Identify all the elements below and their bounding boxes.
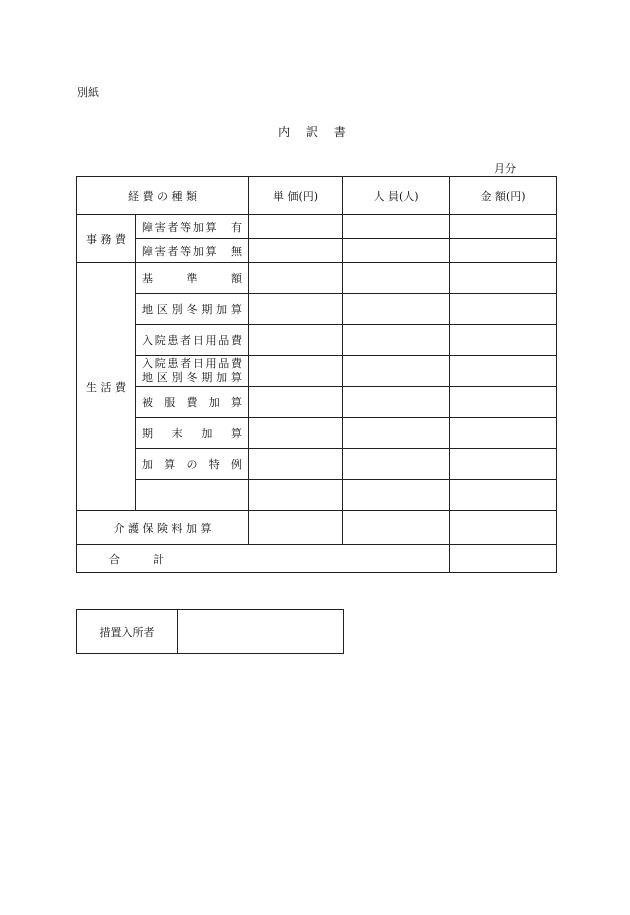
cell-unit-price[interactable] (249, 325, 343, 356)
cell-amount[interactable] (450, 418, 557, 449)
placement-value-cell[interactable] (178, 610, 344, 654)
cell-amount[interactable] (450, 215, 557, 239)
cell-persons[interactable] (343, 325, 450, 356)
document-title: 内 訳 書 (278, 125, 352, 139)
cell-amount[interactable] (450, 387, 557, 418)
placement-label: 措置入所者 (77, 610, 178, 654)
row-label: 期末加算 (136, 418, 249, 449)
cell-persons[interactable] (343, 294, 450, 325)
table-row (77, 215, 557, 239)
table-row (77, 325, 557, 356)
cell-unit-price[interactable] (249, 215, 343, 239)
cell-amount[interactable] (450, 449, 557, 480)
table-row (77, 387, 557, 418)
table-row (77, 294, 557, 325)
cell-amount[interactable] (450, 325, 557, 356)
row-label-blank[interactable] (136, 480, 249, 511)
table-row (77, 449, 557, 480)
row-label: 被服費加算 (136, 387, 249, 418)
cell-persons[interactable] (343, 449, 450, 480)
cell-persons[interactable] (343, 215, 450, 239)
cell-unit-price[interactable] (249, 239, 343, 263)
table-row (77, 263, 557, 294)
living-expenses-label: 生 活 費 (77, 263, 136, 511)
header-expense-type: 経 費 の 種 類 (77, 177, 249, 215)
cell-persons[interactable] (343, 356, 450, 387)
cell-persons[interactable] (343, 263, 450, 294)
month-label: 月分 (494, 162, 516, 175)
cell-amount[interactable] (450, 511, 557, 545)
cell-unit-price[interactable] (249, 449, 343, 480)
care-insurance-label: 介 護 保 険 料 加 算 (77, 511, 249, 545)
row-label: 障害者等加算 無 (136, 239, 249, 263)
cell-persons[interactable] (343, 480, 450, 511)
attachment-label: 別紙 (77, 86, 99, 99)
row-label-line-2: 地区別冬期加算 (142, 371, 242, 384)
cell-unit-price[interactable] (249, 387, 343, 418)
cell-amount[interactable] (450, 239, 557, 263)
placement-table (76, 609, 344, 654)
cell-persons[interactable] (343, 387, 450, 418)
office-expenses-label: 事 務 費 (77, 215, 136, 263)
cell-persons[interactable] (343, 511, 450, 545)
cell-unit-price[interactable] (249, 294, 343, 325)
table-row (77, 356, 557, 387)
row-label-line-1: 入院患者日用品費 (142, 357, 242, 370)
cell-unit-price[interactable] (249, 356, 343, 387)
cell-unit-price[interactable] (249, 480, 343, 511)
header-persons: 人 員(人) (343, 177, 450, 215)
breakdown-table (76, 176, 557, 573)
table-row (77, 239, 557, 263)
cell-unit-price[interactable] (249, 418, 343, 449)
cell-unit-price[interactable] (249, 511, 343, 545)
row-label: 入院患者日用品費 (136, 325, 249, 356)
table-row (77, 480, 557, 511)
placement-row (77, 610, 344, 654)
header-amount: 金 額(円) (450, 177, 557, 215)
cell-persons[interactable] (343, 239, 450, 263)
row-label: 加算の特例 (136, 449, 249, 480)
header-unit-price: 単 価(円) (249, 177, 343, 215)
cell-persons[interactable] (343, 418, 450, 449)
table-row (77, 511, 557, 545)
cell-amount[interactable] (450, 263, 557, 294)
cell-total-amount[interactable] (450, 545, 557, 573)
cell-amount[interactable] (450, 480, 557, 511)
cell-amount[interactable] (450, 356, 557, 387)
row-label-two-line (136, 356, 249, 387)
table-row (77, 418, 557, 449)
row-label: 地区別冬期加算 (136, 294, 249, 325)
total-row (77, 545, 557, 573)
total-label: 合 計 (77, 545, 450, 573)
cell-amount[interactable] (450, 294, 557, 325)
cell-unit-price[interactable] (249, 263, 343, 294)
row-label: 障害者等加算 有 (136, 215, 249, 239)
table-header-row (77, 177, 557, 215)
row-label: 基準額 (136, 263, 249, 294)
